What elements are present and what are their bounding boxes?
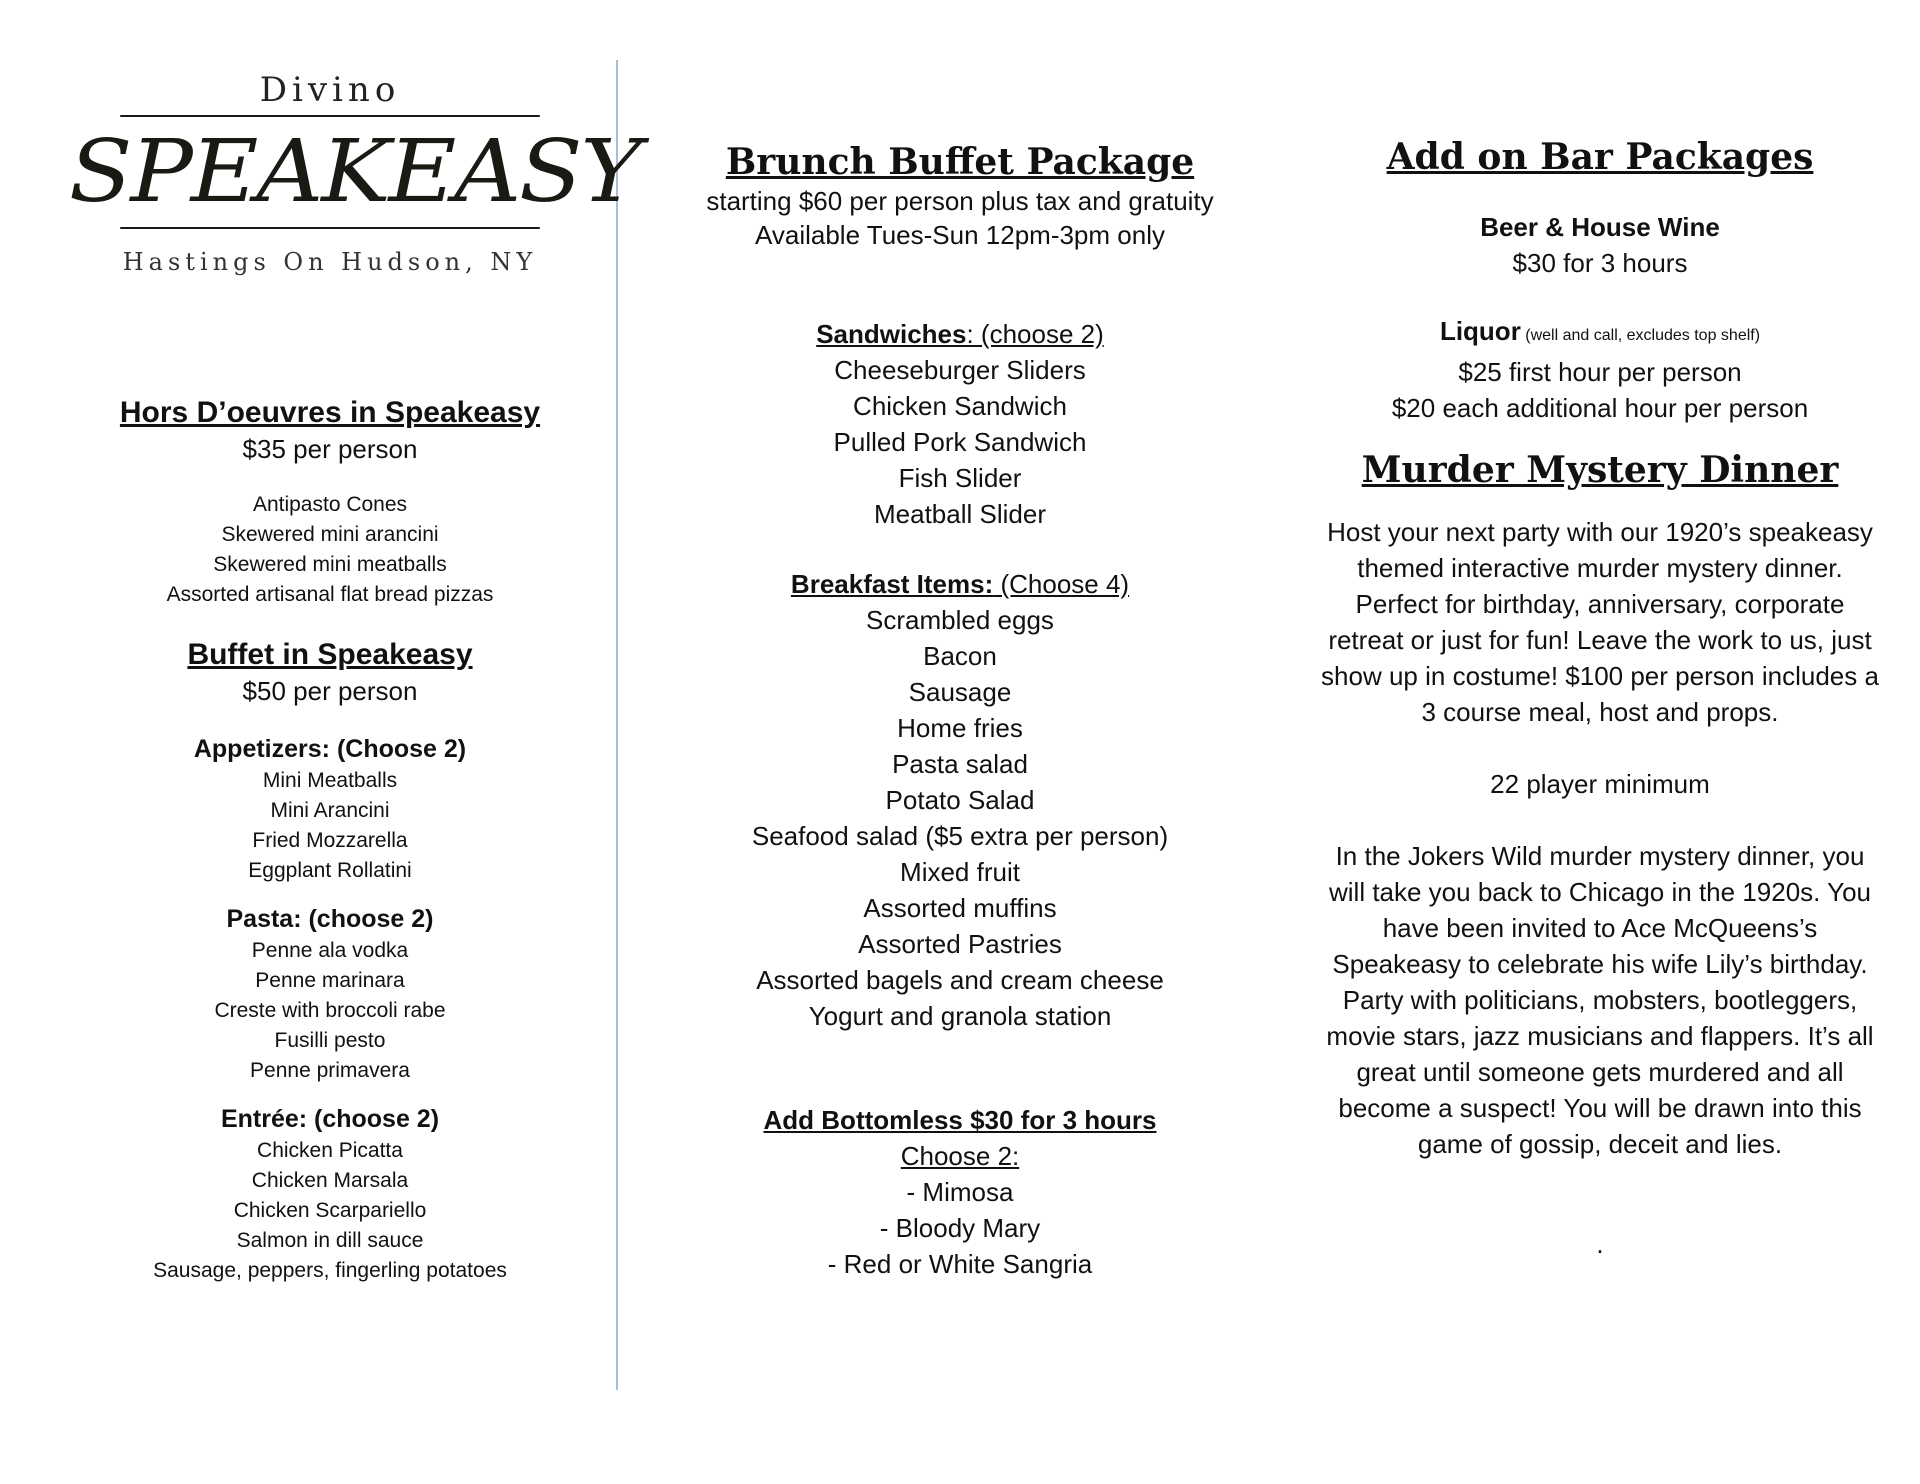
list-item: Seafood salad ($5 extra per person) — [751, 821, 1169, 851]
list-item: Eggplant Rollatini — [248, 859, 412, 882]
liquor-heading-label: Liquor — [1439, 316, 1521, 346]
list-item: Mixed fruit — [900, 857, 1020, 887]
brunch-title: Brunch Buffet Package — [725, 141, 1195, 183]
trailing-dot: . — [1596, 1229, 1604, 1259]
list-item: Sausage, peppers, fingerling potatoes — [153, 1259, 507, 1282]
list-item: - Mimosa — [906, 1177, 1014, 1207]
list-item: Fish Slider — [898, 463, 1022, 493]
logo-top-text: Divino — [259, 70, 401, 110]
middle-column — [660, 140, 1260, 1282]
list-item: Chicken Sandwich — [853, 391, 1067, 421]
liquor-price-additional: $20 each additional hour per person — [1391, 393, 1809, 423]
list-item: Skewered mini meatballs — [213, 553, 447, 576]
logo-flourish-top — [100, 110, 560, 122]
list-item: Yogurt and granola station — [808, 1001, 1112, 1031]
list-item: Antipasto Cones — [252, 493, 408, 516]
breakfast-heading — [660, 566, 1260, 602]
list-item: - Bloody Mary — [879, 1213, 1041, 1243]
column-divider — [616, 60, 618, 1390]
sandwiches-heading — [660, 316, 1260, 352]
beer-heading: Beer & House Wine — [1480, 212, 1720, 242]
right-column — [1320, 135, 1880, 1262]
list-item: Potato Salad — [885, 785, 1035, 815]
list-item: Assorted Pastries — [858, 929, 1062, 959]
mystery-story: In the Jokers Wild murder mystery dinner, you will take you back to Chicago in the 1920s. You have been invited to Ace McQueens’s Speakeasy to celebrate his wife Lily’s birthday. Party with politicians, mobsters, bootleggers, movie stars, jazz musicians and flappers. It’s all great until someone gets murdered and all become a suspect! You will be drawn into this game of gossip, deceit and lies. — [1326, 841, 1874, 1159]
list-item: Assorted muffins — [863, 893, 1057, 923]
entree-heading: Entrée: (choose 2) — [220, 1105, 440, 1133]
mystery-title: Murder Mystery Dinner — [1361, 449, 1839, 491]
list-item: Pulled Pork Sandwich — [833, 427, 1087, 457]
logo-flourish-bottom — [100, 222, 560, 234]
list-item: - Red or White Sangria — [827, 1249, 1093, 1279]
list-item: Assorted bagels and cream cheese — [756, 965, 1164, 995]
pasta-heading: Pasta: (choose 2) — [226, 905, 434, 933]
liquor-note: (well and call, excludes top shelf) — [1520, 327, 1761, 344]
list-item: Home fries — [897, 713, 1023, 743]
brunch-availability: Available Tues-Sun 12pm-3pm only — [755, 220, 1165, 250]
mystery-minimum: 22 player minimum — [1490, 769, 1710, 799]
logo-main-text: SPEAKEASY — [68, 122, 640, 222]
list-item: Assorted artisanal flat bread pizzas — [166, 583, 494, 606]
list-item: Cheeseburger Sliders — [834, 355, 1086, 385]
sandwiches-heading-label: Sandwiches — [816, 319, 967, 349]
bottomless-heading: Add Bottomless $30 for 3 hours — [763, 1105, 1157, 1135]
liquor-heading — [1320, 313, 1880, 354]
breakfast-list — [660, 602, 1260, 1034]
list-item: Chicken Picatta — [257, 1139, 403, 1162]
list-item: Sausage — [908, 677, 1012, 707]
beer-price: $30 for 3 hours — [1512, 248, 1688, 278]
list-item: Scrambled eggs — [866, 605, 1054, 635]
appetizers-heading: Appetizers: (Choose 2) — [193, 735, 467, 763]
logo-location-text: Hastings On Hudson, NY — [122, 248, 538, 276]
list-item: Fried Mozzarella — [252, 829, 408, 852]
bottomless-list — [660, 1174, 1260, 1282]
list-item: Penne ala vodka — [251, 939, 409, 962]
list-item: Fusilli pesto — [274, 1029, 386, 1052]
list-item: Mini Arancini — [270, 799, 390, 822]
bottomless-choose: Choose 2: — [900, 1141, 1020, 1171]
speakeasy-logo — [68, 70, 640, 276]
brunch-price-line: starting $60 per person plus tax and gratuity — [706, 186, 1214, 216]
list-item: Penne marinara — [255, 969, 405, 992]
hors-price: $35 per person — [242, 434, 418, 464]
hors-title: Hors D’oeuvres in Speakeasy — [119, 396, 541, 429]
list-item: Pasta salad — [892, 749, 1028, 779]
list-item: Chicken Scarpariello — [233, 1199, 427, 1222]
buffet-price: $50 per person — [242, 676, 418, 706]
entree-list — [90, 1136, 570, 1286]
breakfast-heading-note: (Choose 4) — [993, 569, 1130, 599]
hors-list — [90, 490, 570, 610]
sandwiches-list — [660, 352, 1260, 532]
mystery-intro: Host your next party with our 1920’s speakeasy themed interactive murder mystery dinner. Perfect for birthday, anniversary, corporate retreat or just for fun! Leave the work to us, just show up in costume! $100 per person includes a 3 course meal, host and props. — [1321, 517, 1879, 727]
bar-title: Add on Bar Packages — [1386, 136, 1814, 178]
list-item: Bacon — [923, 641, 997, 671]
sandwiches-heading-note: : (choose 2) — [966, 319, 1104, 349]
list-item: Penne primavera — [250, 1059, 410, 1082]
list-item: Salmon in dill sauce — [236, 1229, 424, 1252]
breakfast-heading-label: Breakfast Items: — [790, 569, 994, 599]
appetizers-list — [90, 766, 570, 886]
list-item: Mini Meatballs — [262, 769, 398, 792]
pasta-list — [90, 936, 570, 1086]
list-item: Creste with broccoli rabe — [214, 999, 446, 1022]
list-item: Meatball Slider — [874, 499, 1046, 529]
buffet-title: Buffet in Speakeasy — [187, 638, 473, 671]
liquor-price-first: $25 first hour per person — [1458, 357, 1742, 387]
left-column — [68, 70, 640, 1286]
list-item: Skewered mini arancini — [221, 523, 439, 546]
list-item: Chicken Marsala — [251, 1169, 409, 1192]
